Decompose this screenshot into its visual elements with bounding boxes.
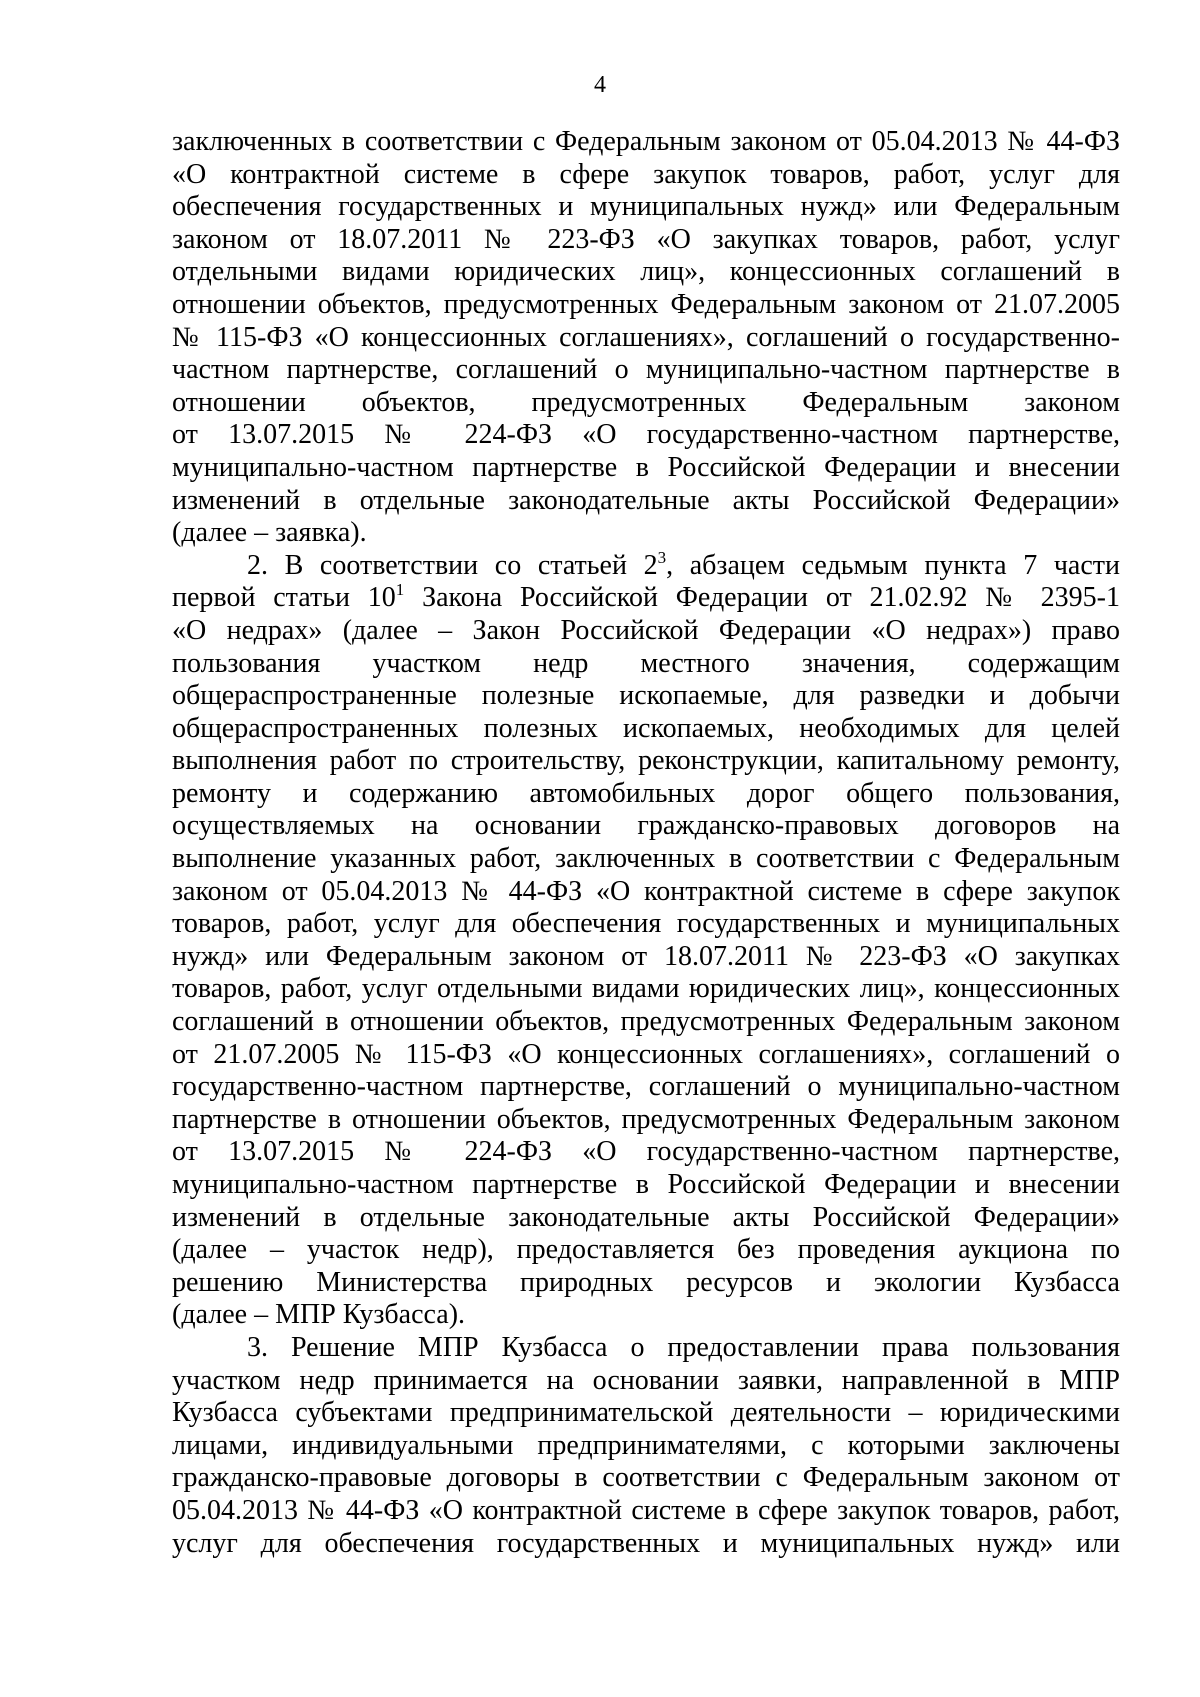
text-line: (далее – заявка). xyxy=(172,517,367,549)
text-line: соглашений в отношении объектов, предусмотренных Федеральным законом xyxy=(172,1006,1120,1038)
text-line: обеспечения государственных и муниципальных нужд» или Федеральным xyxy=(172,191,1120,223)
text-line: от 13.07.2015 № 224-ФЗ «О государственно-частном партнерстве, xyxy=(172,419,1120,451)
text-line: (далее – участок недр), предоставляется без проведения аукциона по xyxy=(172,1234,1120,1266)
text-line: отдельными видами юридических лиц», концессионных соглашений в xyxy=(172,256,1120,288)
text-line: лицами, индивидуальными предпринимателями, с которыми заключены xyxy=(172,1429,1120,1461)
superscript: 1 xyxy=(395,580,405,600)
text-line: Кузбасса субъектами предпринимательской деятельности – юридическими xyxy=(172,1397,1120,1429)
text-line: осуществляемых на основании гражданско-правовых договоров на xyxy=(172,810,1120,842)
text-line: товаров, работ, услуг для обеспечения государственных и муниципальных xyxy=(172,908,1120,940)
text-line: первой статьи $10^1$ Закона Российской Федерации от 21.02.92 № 2395-1 xyxy=(172,580,1120,614)
document-body xyxy=(172,126,1120,1560)
text-line: решению Министерства природных ресурсов и экологии Кузбасса xyxy=(172,1266,1120,1298)
text-line: услуг для обеспечения государственных и муниципальных нужд» или xyxy=(172,1527,1120,1559)
text-line: нужд» или Федеральным законом от 18.07.2011 № 223-ФЗ «О закупках xyxy=(172,940,1120,972)
text-line: общераспространенные полезные ископаемые, для разведки и добычи xyxy=(172,680,1120,712)
text-line: государственно-частном партнерстве, соглашений о муниципально-частном xyxy=(172,1071,1120,1103)
text-line: товаров, работ, услуг отдельными видами юридических лиц», концессионных xyxy=(172,973,1120,1005)
page-number: 4 xyxy=(594,72,606,98)
text-line: пользования участком недр местного значения, содержащим xyxy=(172,647,1120,679)
superscript: 3 xyxy=(657,547,667,567)
text-line: 3. Решение МПР Кузбасса о предоставлении права пользования xyxy=(247,1331,1120,1363)
text-line: законом от 18.07.2011 № 223-ФЗ «О закупках товаров, работ, услуг xyxy=(172,223,1120,255)
text-line: 05.04.2013 № 44-ФЗ «О контрактной системе в сфере закупок товаров, работ, xyxy=(172,1494,1120,1526)
text-line: участком недр принимается на основании заявки, направленной в МПР xyxy=(172,1364,1120,1396)
text-line: законом от 05.04.2013 № 44-ФЗ «О контрактной системе в сфере закупок xyxy=(172,875,1120,907)
text-line: муниципально-частном партнерстве в Российской Федерации и внесении xyxy=(172,1169,1120,1200)
text-line: «О контрактной системе в сфере закупок товаров, работ, услуг для xyxy=(172,158,1120,190)
paragraph-p2 xyxy=(172,1332,1120,1560)
text-line: № 115-ФЗ «О концессионных соглашениях», соглашений о государственно- xyxy=(172,321,1120,353)
text-line: ремонту и содержанию автомобильных дорог общего пользования, xyxy=(172,777,1120,809)
text-line: общераспространенных полезных ископаемых, необходимых для целей xyxy=(172,712,1120,744)
paragraph-p0 xyxy=(172,126,1120,550)
text-line: отношении объектов, предусмотренных Федеральным законом от 21.07.2005 xyxy=(172,288,1120,320)
text-line: отношении объектов, предусмотренных Федеральным законом xyxy=(172,386,1120,418)
paragraph-p1 xyxy=(172,547,1120,1332)
text-line: от 21.07.2005 № 115-ФЗ «О концессионных соглашениях», соглашений о xyxy=(172,1038,1120,1070)
text-line: изменений в отдельные законодательные акты Российской Федерации» xyxy=(172,484,1120,516)
text-line: заключенных в соответствии с Федеральным законом от 05.04.2013 № 44-ФЗ xyxy=(172,126,1120,157)
text-line: выполнение указанных работ, заключенных в соответствии с Федеральным xyxy=(172,843,1120,875)
text-line: партнерстве в отношении объектов, предусмотренных Федеральным законом xyxy=(172,1103,1120,1135)
text-line: частном партнерстве, соглашений о муниципально-частном партнерстве в xyxy=(172,354,1120,386)
text-line: муниципально-частном партнерстве в Российской Федерации и внесении xyxy=(172,451,1120,483)
text-line: изменений в отдельные законодательные акты Российской Федерации» xyxy=(172,1201,1120,1233)
text-line: «О недрах» (далее – Закон Российской Федерации «О недрах») право xyxy=(172,614,1120,646)
text-line: гражданско-правовые договоры в соответствии с Федеральным законом от xyxy=(172,1462,1120,1494)
text-line: от 13.07.2015 № 224-ФЗ «О государственно-частном партнерстве, xyxy=(172,1136,1120,1168)
text-line: 2. В соответствии со статьей $2^3$, абзацем седьмым пункта 7 части xyxy=(247,547,1120,581)
text-line: выполнения работ по строительству, реконструкции, капитальному ремонту, xyxy=(172,745,1120,777)
text-line: (далее – МПР Кузбасса). xyxy=(172,1299,466,1331)
